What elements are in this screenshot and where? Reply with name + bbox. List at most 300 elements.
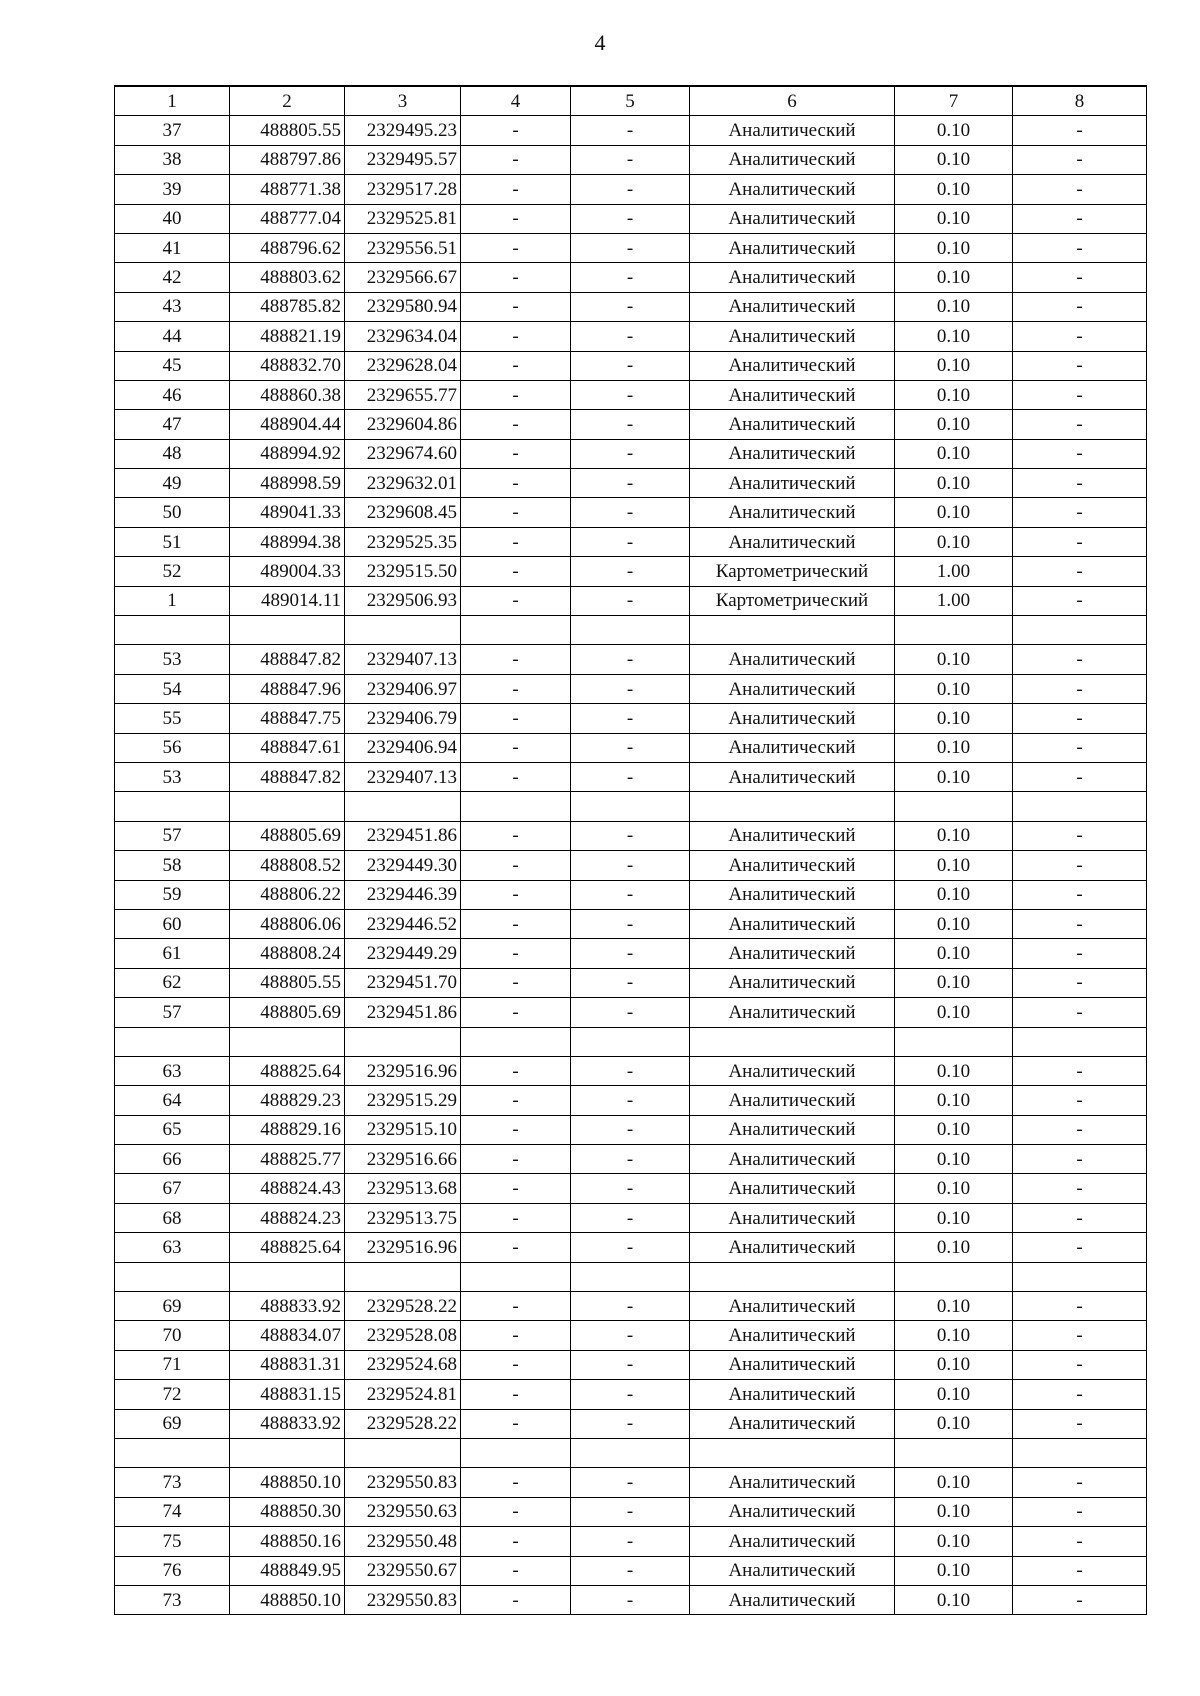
col4-cell: - [461,439,571,468]
table-row [115,880,1147,909]
col8-cell [1013,1262,1147,1291]
point-number-cell: 44 [115,322,230,351]
accuracy-cell: 0.10 [895,204,1013,233]
accuracy-cell: 0.10 [895,939,1013,968]
col8-cell: - [1013,704,1147,733]
y-coordinate-cell [345,1438,461,1467]
point-number-cell: 60 [115,909,230,938]
accuracy-cell: 0.10 [895,469,1013,498]
table-row [115,1056,1147,1085]
col8-cell: - [1013,1350,1147,1379]
x-coordinate-cell: 488805.55 [230,968,345,997]
col5-cell: - [571,410,690,439]
y-coordinate-cell: 2329524.68 [345,1350,461,1379]
point-number-cell: 73 [115,1468,230,1497]
table-row [115,1585,1147,1614]
col4-cell: - [461,322,571,351]
point-number-cell: 57 [115,998,230,1027]
col8-cell: - [1013,762,1147,791]
method-cell: Картометрический [690,586,895,615]
point-number-cell: 71 [115,1350,230,1379]
col8-cell: - [1013,380,1147,409]
x-coordinate-cell [230,616,345,645]
column-header: 4 [461,86,571,116]
table-row [115,439,1147,468]
accuracy-cell: 0.10 [895,145,1013,174]
y-coordinate-cell: 2329528.22 [345,1409,461,1438]
col5-cell: - [571,939,690,968]
x-coordinate-cell: 488833.92 [230,1292,345,1321]
y-coordinate-cell: 2329506.93 [345,586,461,615]
col5-cell: - [571,998,690,1027]
table-row [115,762,1147,791]
x-coordinate-cell: 488785.82 [230,292,345,321]
point-number-cell: 49 [115,469,230,498]
y-coordinate-cell: 2329525.81 [345,204,461,233]
x-coordinate-cell: 488850.30 [230,1497,345,1526]
col8-cell: - [1013,292,1147,321]
method-cell: Аналитический [690,939,895,968]
col5-cell: - [571,380,690,409]
x-coordinate-cell: 488834.07 [230,1321,345,1350]
col5-cell: - [571,1233,690,1262]
y-coordinate-cell: 2329513.68 [345,1174,461,1203]
col8-cell: - [1013,469,1147,498]
col5-cell: - [571,704,690,733]
accuracy-cell: 0.10 [895,1409,1013,1438]
accuracy-cell: 0.10 [895,762,1013,791]
accuracy-cell: 0.10 [895,410,1013,439]
method-cell: Аналитический [690,1145,895,1174]
accuracy-cell: 0.10 [895,116,1013,145]
table-row [115,380,1147,409]
x-coordinate-cell: 488805.69 [230,998,345,1027]
col8-cell: - [1013,998,1147,1027]
accuracy-cell: 0.10 [895,1468,1013,1497]
point-number-cell: 61 [115,939,230,968]
col8-cell: - [1013,1233,1147,1262]
x-coordinate-cell: 488808.52 [230,851,345,880]
point-number-cell [115,1438,230,1467]
method-cell: Аналитический [690,116,895,145]
col5-cell: - [571,851,690,880]
table-row [115,674,1147,703]
y-coordinate-cell: 2329515.50 [345,557,461,586]
x-coordinate-cell: 488850.10 [230,1585,345,1614]
table-row [115,351,1147,380]
y-coordinate-cell: 2329407.13 [345,645,461,674]
accuracy-cell: 0.10 [895,1233,1013,1262]
y-coordinate-cell: 2329566.67 [345,263,461,292]
col8-cell [1013,1027,1147,1056]
col4-cell: - [461,704,571,733]
accuracy-cell [895,1262,1013,1291]
point-number-cell: 52 [115,557,230,586]
y-coordinate-cell: 2329515.29 [345,1086,461,1115]
method-cell: Аналитический [690,175,895,204]
y-coordinate-cell [345,616,461,645]
point-number-cell: 76 [115,1556,230,1585]
accuracy-cell: 0.10 [895,292,1013,321]
table-row [115,263,1147,292]
point-number-cell: 63 [115,1056,230,1085]
table-row [115,1233,1147,1262]
x-coordinate-cell: 488994.92 [230,439,345,468]
col4-cell: - [461,292,571,321]
accuracy-cell: 0.10 [895,704,1013,733]
point-number-cell [115,792,230,821]
col5-cell: - [571,1380,690,1409]
col5-cell: - [571,233,690,262]
point-number-cell: 64 [115,1086,230,1115]
method-cell: Аналитический [690,1380,895,1409]
table-row [115,1115,1147,1144]
col8-cell: - [1013,1203,1147,1232]
col4-cell: - [461,469,571,498]
col8-cell [1013,1438,1147,1467]
col8-cell: - [1013,557,1147,586]
column-header: 8 [1013,86,1147,116]
table-row [115,204,1147,233]
col5-cell [571,1262,690,1291]
col8-cell: - [1013,909,1147,938]
x-coordinate-cell: 488831.15 [230,1380,345,1409]
table-row [115,1292,1147,1321]
column-header: 1 [115,86,230,116]
y-coordinate-cell: 2329674.60 [345,439,461,468]
x-coordinate-cell [230,792,345,821]
col8-cell: - [1013,1380,1147,1409]
y-coordinate-cell: 2329628.04 [345,351,461,380]
col5-cell [571,616,690,645]
y-coordinate-cell: 2329525.35 [345,527,461,556]
column-header: 3 [345,86,461,116]
col5-cell: - [571,145,690,174]
accuracy-cell: 0.10 [895,909,1013,938]
col4-cell: - [461,410,571,439]
accuracy-cell: 0.10 [895,175,1013,204]
point-number-cell: 41 [115,233,230,262]
col8-cell: - [1013,1174,1147,1203]
page-number: 4 [594,30,606,55]
y-coordinate-cell: 2329528.22 [345,1292,461,1321]
col4-cell: - [461,1556,571,1585]
col8-cell: - [1013,1497,1147,1526]
column-header: 5 [571,86,690,116]
col4-cell: - [461,1321,571,1350]
col4-cell: - [461,204,571,233]
accuracy-cell: 0.10 [895,1145,1013,1174]
header-row [115,86,1147,116]
point-number-cell: 1 [115,586,230,615]
col5-cell: - [571,1145,690,1174]
y-coordinate-cell [345,1027,461,1056]
x-coordinate-cell: 488850.10 [230,1468,345,1497]
table-row [115,1468,1147,1497]
col4-cell: - [461,175,571,204]
x-coordinate-cell: 488805.69 [230,821,345,850]
method-cell: Аналитический [690,1468,895,1497]
col8-cell: - [1013,1321,1147,1350]
col4-cell: - [461,1174,571,1203]
separator-row [115,1262,1147,1291]
col4-cell: - [461,1527,571,1556]
accuracy-cell: 0.10 [895,1292,1013,1321]
col8-cell: - [1013,645,1147,674]
y-coordinate-cell: 2329516.66 [345,1145,461,1174]
col4-cell: - [461,939,571,968]
method-cell [690,1262,895,1291]
col4-cell: - [461,1497,571,1526]
accuracy-cell: 0.10 [895,439,1013,468]
y-coordinate-cell: 2329550.67 [345,1556,461,1585]
x-coordinate-cell: 488821.19 [230,322,345,351]
col8-cell: - [1013,527,1147,556]
separator-row [115,792,1147,821]
col5-cell: - [571,1115,690,1144]
x-coordinate-cell: 488825.64 [230,1056,345,1085]
x-coordinate-cell: 488904.44 [230,410,345,439]
y-coordinate-cell: 2329451.86 [345,998,461,1027]
table-row [115,498,1147,527]
point-number-cell: 59 [115,880,230,909]
col4-cell: - [461,1115,571,1144]
y-coordinate-cell: 2329556.51 [345,233,461,262]
x-coordinate-cell [230,1027,345,1056]
x-coordinate-cell: 488832.70 [230,351,345,380]
col5-cell: - [571,557,690,586]
point-number-cell: 54 [115,674,230,703]
x-coordinate-cell: 488805.55 [230,116,345,145]
col5-cell: - [571,175,690,204]
col4-cell: - [461,1086,571,1115]
y-coordinate-cell: 2329550.63 [345,1497,461,1526]
col5-cell [571,1438,690,1467]
point-number-cell: 69 [115,1409,230,1438]
y-coordinate-cell: 2329406.79 [345,704,461,733]
col8-cell: - [1013,1145,1147,1174]
col4-cell: - [461,1292,571,1321]
col5-cell: - [571,1350,690,1379]
y-coordinate-cell: 2329451.86 [345,821,461,850]
method-cell: Аналитический [690,1056,895,1085]
accuracy-cell: 0.10 [895,1556,1013,1585]
col4-cell: - [461,1585,571,1614]
col5-cell: - [571,880,690,909]
col8-cell: - [1013,1556,1147,1585]
y-coordinate-cell: 2329580.94 [345,292,461,321]
y-coordinate-cell: 2329516.96 [345,1233,461,1262]
point-number-cell: 43 [115,292,230,321]
method-cell: Аналитический [690,292,895,321]
table-row [115,1203,1147,1232]
accuracy-cell: 0.10 [895,1086,1013,1115]
y-coordinate-cell: 2329550.83 [345,1468,461,1497]
x-coordinate-cell: 488994.38 [230,527,345,556]
col4-cell: - [461,1056,571,1085]
col8-cell: - [1013,1527,1147,1556]
point-number-cell: 42 [115,263,230,292]
table-row [115,733,1147,762]
accuracy-cell: 0.10 [895,1350,1013,1379]
col4-cell: - [461,1203,571,1232]
table-row [115,175,1147,204]
accuracy-cell: 0.10 [895,1056,1013,1085]
point-number-cell: 68 [115,1203,230,1232]
col4-cell: - [461,851,571,880]
col4-cell: - [461,998,571,1027]
x-coordinate-cell: 488806.06 [230,909,345,938]
method-cell: Аналитический [690,439,895,468]
col5-cell: - [571,1585,690,1614]
col8-cell: - [1013,263,1147,292]
method-cell: Аналитический [690,1556,895,1585]
table-row [115,1497,1147,1526]
point-number-cell [115,1262,230,1291]
col4-cell [461,1027,571,1056]
point-number-cell: 55 [115,704,230,733]
table-row [115,1174,1147,1203]
accuracy-cell: 0.10 [895,263,1013,292]
method-cell: Аналитический [690,1086,895,1115]
col8-cell: - [1013,1086,1147,1115]
x-coordinate-cell: 488796.62 [230,233,345,262]
accuracy-cell: 0.10 [895,821,1013,850]
accuracy-cell: 0.10 [895,1527,1013,1556]
col5-cell: - [571,1056,690,1085]
x-coordinate-cell: 489041.33 [230,498,345,527]
col4-cell: - [461,968,571,997]
table-row [115,968,1147,997]
method-cell: Аналитический [690,1321,895,1350]
col5-cell: - [571,498,690,527]
col5-cell: - [571,1321,690,1350]
method-cell: Аналитический [690,880,895,909]
x-coordinate-cell: 488771.38 [230,175,345,204]
method-cell [690,1438,895,1467]
method-cell: Аналитический [690,263,895,292]
method-cell: Аналитический [690,674,895,703]
point-number-cell: 57 [115,821,230,850]
accuracy-cell: 0.10 [895,351,1013,380]
col8-cell: - [1013,586,1147,615]
method-cell: Аналитический [690,1203,895,1232]
col5-cell: - [571,322,690,351]
col8-cell: - [1013,851,1147,880]
accuracy-cell: 0.10 [895,968,1013,997]
table-row [115,1145,1147,1174]
col8-cell: - [1013,968,1147,997]
method-cell: Аналитический [690,851,895,880]
col8-cell: - [1013,1115,1147,1144]
x-coordinate-cell: 488806.22 [230,880,345,909]
table-row [115,998,1147,1027]
col4-cell: - [461,586,571,615]
x-coordinate-cell: 488847.96 [230,674,345,703]
table-row [115,410,1147,439]
x-coordinate-cell: 488797.86 [230,145,345,174]
col8-cell: - [1013,204,1147,233]
y-coordinate-cell: 2329517.28 [345,175,461,204]
separator-row [115,1027,1147,1056]
table-row [115,1350,1147,1379]
accuracy-cell: 0.10 [895,851,1013,880]
accuracy-cell: 0.10 [895,322,1013,351]
col8-cell [1013,616,1147,645]
y-coordinate-cell: 2329604.86 [345,410,461,439]
table-row [115,909,1147,938]
col5-cell: - [571,292,690,321]
x-coordinate-cell: 488803.62 [230,263,345,292]
column-header: 7 [895,86,1013,116]
accuracy-cell: 0.10 [895,233,1013,262]
table-row [115,557,1147,586]
accuracy-cell: 0.10 [895,645,1013,674]
col8-cell: - [1013,175,1147,204]
y-coordinate-cell: 2329632.01 [345,469,461,498]
col5-cell: - [571,1086,690,1115]
table-row [115,233,1147,262]
point-number-cell: 72 [115,1380,230,1409]
col5-cell: - [571,1292,690,1321]
col8-cell: - [1013,322,1147,351]
col5-cell: - [571,821,690,850]
col8-cell: - [1013,1468,1147,1497]
x-coordinate-cell: 488777.04 [230,204,345,233]
x-coordinate-cell: 488847.82 [230,762,345,791]
col5-cell: - [571,263,690,292]
col8-cell: - [1013,939,1147,968]
col5-cell: - [571,762,690,791]
x-coordinate-cell: 489014.11 [230,586,345,615]
table-row [115,645,1147,674]
x-coordinate-cell: 488860.38 [230,380,345,409]
point-number-cell: 56 [115,733,230,762]
point-number-cell: 48 [115,439,230,468]
y-coordinate-cell: 2329446.39 [345,880,461,909]
col4-cell: - [461,380,571,409]
y-coordinate-cell [345,792,461,821]
col8-cell: - [1013,733,1147,762]
col4-cell [461,616,571,645]
point-number-cell: 69 [115,1292,230,1321]
method-cell: Аналитический [690,1497,895,1526]
method-cell: Аналитический [690,1233,895,1262]
method-cell: Аналитический [690,498,895,527]
point-number-cell: 51 [115,527,230,556]
accuracy-cell: 0.10 [895,880,1013,909]
col5-cell: - [571,527,690,556]
method-cell: Аналитический [690,469,895,498]
table-row [115,851,1147,880]
col4-cell: - [461,1409,571,1438]
point-number-cell: 74 [115,1497,230,1526]
accuracy-cell: 0.10 [895,498,1013,527]
y-coordinate-cell: 2329655.77 [345,380,461,409]
col5-cell: - [571,1174,690,1203]
col4-cell: - [461,1233,571,1262]
method-cell: Аналитический [690,1350,895,1379]
point-number-cell: 65 [115,1115,230,1144]
col5-cell: - [571,1556,690,1585]
col5-cell [571,1027,690,1056]
separator-row [115,616,1147,645]
x-coordinate-cell: 488824.43 [230,1174,345,1203]
col8-cell: - [1013,1056,1147,1085]
accuracy-cell: 0.10 [895,380,1013,409]
method-cell: Аналитический [690,968,895,997]
y-coordinate-cell: 2329550.48 [345,1527,461,1556]
